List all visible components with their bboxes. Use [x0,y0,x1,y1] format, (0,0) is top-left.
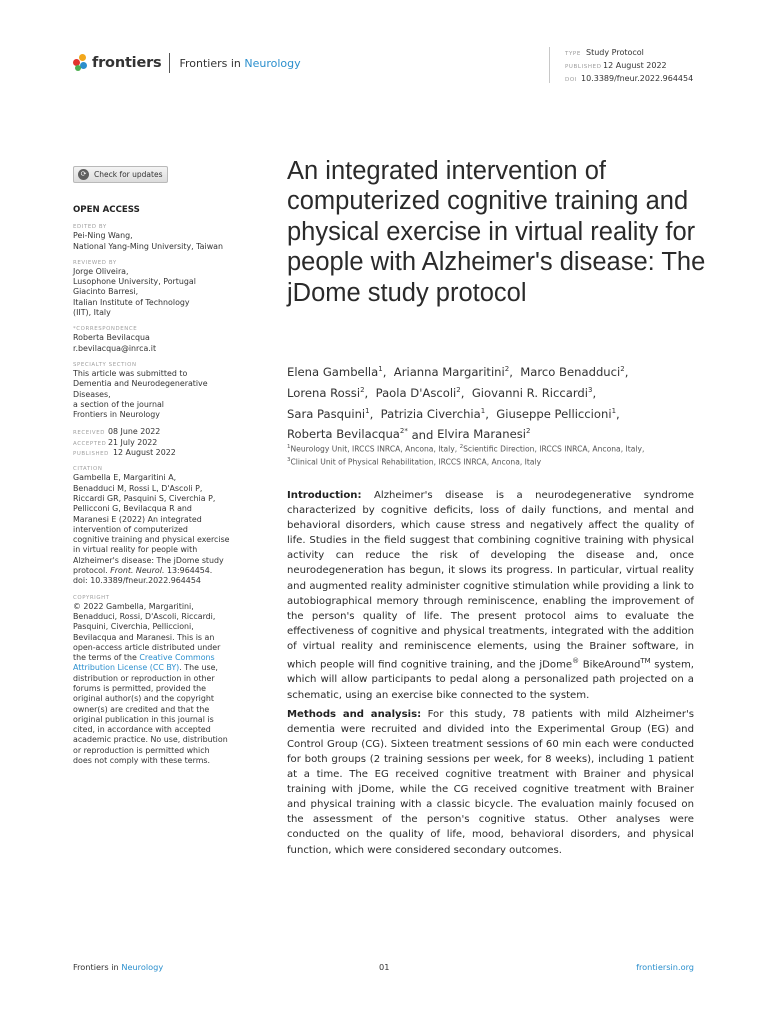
reviewed-by-section [73,259,243,318]
affiliations [287,442,707,468]
copyright-link-post: . The use, [179,663,218,673]
copyright-line: original publication in this journal is [73,714,214,724]
meta-doi [565,73,693,86]
journal-name [179,57,300,70]
article-meta [549,47,693,83]
citation-line: in virtual reality for people with [73,545,198,555]
copyright-section [73,594,243,767]
abstract [287,488,694,862]
introduction-heading: Introduction: [287,490,362,501]
edited-by-section [73,223,243,252]
copyright-line: distribution or reproduction in other [73,673,215,683]
check-for-updates-label: Check for updates [94,170,163,179]
meta-key: TYPE [565,51,581,57]
journal-prefix: Frontiers in [179,56,245,70]
author: Sara Pasquini$^1$ [287,406,370,421]
citation-tail-post: 13:964454. [164,566,213,576]
copyright-line: forums is permitted, provided the [73,683,206,693]
article-sidebar [73,205,243,773]
author: Arianna Margaritini$^2$ [393,364,510,379]
check-for-updates-button[interactable] [73,166,168,183]
affiliation-line: $^3$Clinical Unit of Physical Rehabilitation, IRCCS INRCA, Ancona, Italy [287,457,542,467]
meta-value: 12 August 2022 [603,61,667,70]
editor-line: National Yang-Ming University, Taiwan [73,241,223,251]
date-received [73,427,243,437]
author-list: Elena Gambella$^1$, Arianna Margaritini$^2$, Marco Benadduci$^2$, Lorena Rossi$^2$, Paola D'Ascoli$^2$, Giovanni R. Riccardi$^3$, Sara Pasquini$^1$, Patrizia Civerchia$^1$, Giuseppe Pelliccioni$^1$, Roberta Bevilacqua$^{2*}$ and Elvira Maranesi$^2$ [287,364,629,442]
citation-line: Gambella E, Margaritini A, [73,473,177,483]
copyright-line: cited, in accordance with accepted [73,725,211,735]
author: Elvira Maranesi$^2$ [437,427,531,442]
citation-line: Maranesi E (2022) An integrated [73,514,202,524]
affiliation-line: $^1$Neurology Unit, IRCCS INRCA, Ancona, Italy, $^2$Scientific Direction, IRCCS INRCA, Ancona, Italy, [287,444,645,454]
page-number: 01 [379,962,390,972]
date-label: ACCEPTED [73,440,107,447]
meta-value: Study Protocol [586,48,644,57]
correspondence-section [73,325,243,354]
specialty-line: This article was submitted to [73,368,188,378]
footer-journal: Frontiers in Neurology [73,962,164,972]
meta-type [565,47,693,60]
citation-section [73,465,243,586]
date-label: RECEIVED [73,430,105,437]
specialty-label: SPECIALTY SECTION [73,361,137,368]
author: Marco Benadduci$^2$ [520,364,625,379]
copyright-line: Bevilacqua and Maranesi. This is an [73,632,215,642]
logo-divider [169,53,170,73]
date-label: PUBLISHED [73,451,109,458]
correspondence-label: *CORRESPONDENCE [73,326,138,333]
author: Lorena Rossi$^2$ [287,385,365,400]
reviewer-line: Lusophone University, Portugal [73,277,196,287]
edited-by-label: EDITED BY [73,224,107,231]
citation-line: Alzheimer's disease: The jDome study [73,555,224,565]
copyright-line: or reproduction is permitted which [73,745,210,755]
footer-site-link[interactable]: frontiersin.org [636,962,694,972]
copyright-line: open-access article distributed under [73,642,221,652]
frontiers-logo[interactable] [73,53,301,73]
citation-tail-pre: protocol. [73,566,111,576]
correspondence-name: Roberta Bevilacqua [73,333,150,343]
author-conjunction: and [411,427,434,442]
editor-line: Pei-Ning Wang, [73,231,133,241]
author: Giovanni R. Riccardi$^3$ [471,385,593,400]
author: Roberta Bevilacqua$^{2*}$ [287,427,408,442]
date-value: 12 August 2022 [113,448,176,458]
citation-line: cognitive training and physical exercise [73,535,230,545]
specialty-line: Diseases, [73,389,111,399]
copyright-line: owner(s) are credited and that the [73,704,210,714]
author: Elena Gambella$^1$ [287,364,383,379]
methods-heading: Methods and analysis: [287,708,422,720]
meta-published [565,60,693,73]
correspondence-email[interactable]: r.bevilacqua@inrca.it [73,343,157,353]
copyright-line: © 2022 Gambella, Margaritini, [73,601,194,611]
specialty-line: Dementia and Neurodegenerative [73,379,208,389]
meta-key: PUBLISHED [565,64,602,70]
date-value: 08 June 2022 [108,427,161,437]
open-access-label: OPEN ACCESS [73,205,140,215]
citation-line [73,566,243,576]
citation-journal: Front. Neurol. [110,566,165,576]
specialty-line: a section of the journal [73,399,164,409]
reviewer-line: Giacinto Barresi, [73,287,139,297]
copyright-line: Benadduci, Rossi, D'Ascoli, Riccardi, [73,611,216,621]
date-accepted [73,438,243,448]
citation-label: CITATION [73,466,103,473]
refresh-icon: ⟳ [78,169,89,180]
meta-key: DOI [565,77,577,83]
dates-section [73,427,243,458]
creative-commons-link[interactable]: Creative Commons [139,653,215,663]
brand-name: frontiers [92,55,162,71]
date-value: 21 July 2022 [108,437,158,447]
reviewed-by-label: REVIEWED BY [73,259,117,266]
author: Giuseppe Pelliccioni$^1$ [496,406,617,421]
copyright-line: does not comply with these terms. [73,756,211,766]
specialty-line: Frontiers in Neurology [73,410,160,420]
copyright-link-pre: the terms of the [73,653,140,663]
journal-accent: Neurology [244,56,301,70]
citation-line: Pellicconi G, Bevilacqua R and [73,504,192,514]
citation-line: intervention of computerized [73,524,188,534]
citation-doi: doi: 10.3389/fneur.2022.964454 [73,576,201,586]
meta-value[interactable]: 10.3389/fneur.2022.964454 [581,74,694,83]
abstract-introduction: Introduction: Alzheimer's disease is a neurodegenerative syndrome characterized by cognitive deficits, loss of daily functions, and mental and behavioral disorders, which cause stress and negatively affect the quality of life. Studies in the field suggest that combining cognitive training with physical activity can reduce the risk of developing the disease and, once neurodegeneration has begun, it slows its progress. In particular, virtual reality and augmented reality administer cognitive stimulation while providing a link to autobiographical memory through reminiscence, enabling the improvement of the person's quality of life. The present protocol aims to evaluate the effectiveness of cognitive and physical treatments, integrated with the addition of virtual reality and reminiscence elements, using the Brainer software, in which people will find cognitive training, and the jDome® BikeAround™ system, which will allow participants to pedal along a personalized path projected on a schematic, using an exercise bike connected to the system. [287,490,694,701]
copyright-line: academic practice. No use, distribution [73,735,228,745]
frontiers-logo-icon [73,54,89,72]
copyright-label: COPYRIGHT [73,594,110,601]
copyright-line: original author(s) and the copyright [73,694,214,704]
author: Paola D'Ascoli$^2$ [375,385,461,400]
citation-line: Benadduci M, Rossi L, D'Ascoli P, [73,483,203,493]
reviewer-line: (IIT), Italy [73,308,111,318]
article-title: An integrated intervention of computerized cognitive training and physical exercise in virtual reality for people with Alzheimer's disease: The jDome study protocol [287,157,706,307]
cc-by-license-link[interactable]: Attribution License (CC BY) [73,663,180,673]
copyright-line [73,653,243,663]
abstract-methods: Methods and analysis: For this study, 78 patients with mild Alzheimer's dementia were recruited and divided into the Experimental Group (EG) and Control Group (CG). Sixteen treatment sessions of 60 min each were conducted for both groups (2 training sessions per week, for 8 weeks), including 1 patient at a time. The EG received cognitive treatment with Brainer and physical training with jDome, while the CG received cognitive treatment with Brainer and physical training with a classic bicycle. The evaluation mainly focused on the assessment of the person's cognitive status. Other analyses were conducted on the quality of life, mood, behavioral disorders, and physical function, which were considered secondary outcomes. [287,708,694,856]
reviewer-line: Italian Institute of Technology [73,297,190,307]
specialty-section [73,361,243,420]
author: Patrizia Civerchia$^1$ [380,406,486,421]
citation-line: Riccardi GR, Pasquini S, Civerchia P, [73,493,216,503]
copyright-line [73,663,243,673]
copyright-line: Pasquini, Civerchia, Pelliccioni, [73,622,194,632]
date-published [73,448,243,458]
reviewer-line: Jorge Oliveira, [73,266,129,276]
